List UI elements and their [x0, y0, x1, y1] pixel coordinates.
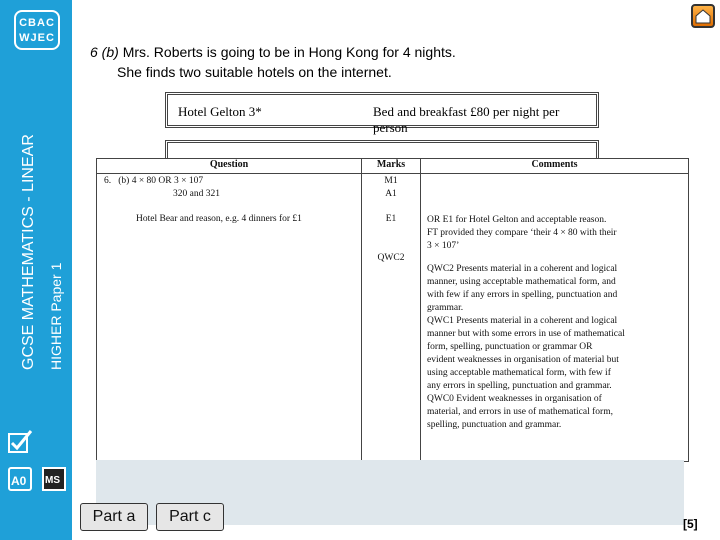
logo-line2: WJEC — [19, 32, 55, 44]
header-marks: Marks — [362, 159, 421, 174]
hotel-bear-box — [165, 140, 599, 160]
question-part-label: 6 (b) — [90, 44, 119, 60]
question-line1: Mrs. Roberts is going to be in Hong Kong for 4 nights. — [122, 44, 456, 60]
question-working-line1: (b) 4 × 80 OR 3 × 107 — [118, 176, 204, 186]
tick-pencil-icon[interactable] — [6, 428, 34, 456]
question-working-line2: 320 and 321 — [173, 189, 220, 199]
comment-line: manner but with some errors in use of mathematical — [427, 329, 625, 339]
svg-text:MS: MS — [45, 475, 60, 486]
course-title: GCSE MATHEMATICS - LINEAR — [20, 134, 37, 370]
comment-line: manner, using acceptable mathematical form, and — [427, 277, 616, 287]
question-number: 6. — [104, 176, 112, 186]
sidebar — [0, 0, 72, 540]
cbac-wjec-logo — [14, 10, 60, 50]
comments-qwc — [427, 263, 687, 432]
header-question: Question — [97, 159, 362, 174]
question-text — [90, 42, 456, 82]
comment-line: spelling, punctuation and grammar. — [427, 420, 562, 430]
comment-line: grammar. — [427, 303, 464, 313]
comment-line: form, spelling, punctuation or grammar OR — [427, 342, 593, 352]
home-button[interactable] — [691, 4, 715, 28]
part-c-button[interactable]: Part c — [156, 503, 224, 531]
mark-e1: E1 — [385, 214, 397, 224]
comments-cell — [421, 174, 689, 462]
paper-subtitle: HIGHER Paper 1 — [48, 262, 64, 370]
marks-cell — [362, 174, 421, 462]
comment-line: any errors in spelling, punctuation and grammar. — [427, 381, 612, 391]
comment-line: QWC1 Presents material in a coherent and logical — [427, 316, 618, 326]
hotel-offer: Bed and breakfast £80 per night per person — [373, 104, 560, 135]
mark-scheme-panel — [96, 158, 689, 462]
marks-total: [5] — [683, 517, 698, 531]
comment-line: 3 × 107’ — [427, 241, 460, 251]
hotel-name: Hotel Gelton 3* — [178, 104, 262, 119]
comment-line: FT provided they compare ‘their 4 × 80 with their — [427, 228, 617, 238]
comment-line: using acceptable mathematical form, with few if — [427, 368, 611, 378]
comment-line: material, and errors in use of mathematical form, — [427, 407, 613, 417]
question-working-line3: Hotel Bear and reason, e.g. 4 dinners for £1 — [136, 214, 302, 224]
svg-text:A0: A0 — [11, 474, 27, 488]
hotel-gelton-box — [165, 92, 599, 135]
question-line2: She finds two suitable hotels on the internet. — [117, 64, 392, 80]
part-a-button[interactable]: Part a — [80, 503, 148, 531]
comment-line: with few if any errors in spelling, punctuation and — [427, 290, 618, 300]
mark-qwc2: QWC2 — [377, 253, 405, 263]
comment-line: QWC0 Evident weaknesses in organisation of — [427, 394, 602, 404]
question-cell — [97, 174, 362, 462]
mark-scheme-table — [97, 159, 688, 461]
header-comments: Comments — [421, 159, 689, 174]
mark-scheme-icon[interactable] — [40, 465, 68, 493]
comment-line: QWC2 Presents material in a coherent and logical — [427, 264, 618, 274]
mark-m1: M1 — [384, 176, 398, 186]
mark-a1: A1 — [385, 189, 397, 199]
comment-line: evident weaknesses in organisation of material but — [427, 355, 619, 365]
calculator-icon[interactable] — [6, 465, 34, 493]
logo-line1: CBAC — [19, 17, 55, 29]
home-icon — [693, 6, 713, 26]
comment-line: OR E1 for Hotel Gelton and acceptable reason. — [427, 215, 607, 225]
comments-e1 — [427, 214, 687, 253]
